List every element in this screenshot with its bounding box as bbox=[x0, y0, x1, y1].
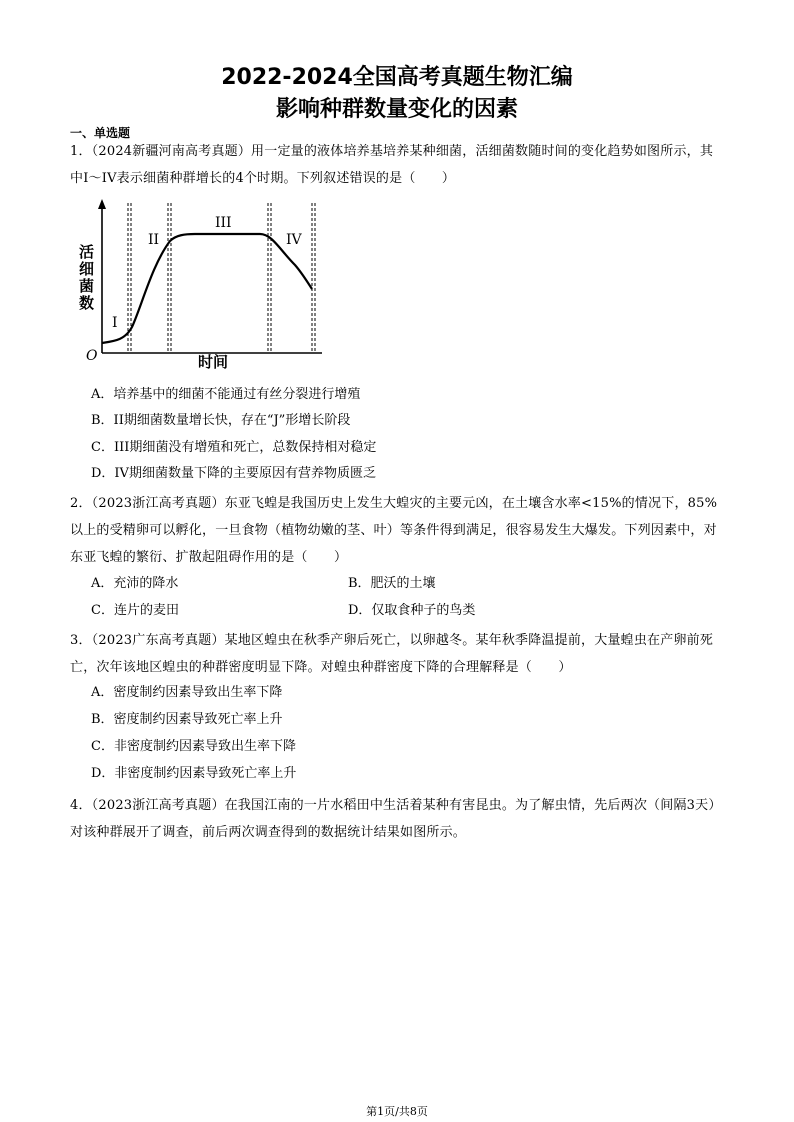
question-1-option-b: B．II期细菌数量增长快，存在“J”形增长阶段 bbox=[91, 413, 351, 428]
document-subtitle: 影响种群数量变化的因素 bbox=[275, 97, 518, 122]
question-4-stem: 4．（2023浙江高考真题）在我国江南的一片水稻田中生活着某种有害昆虫。为了解虫情，先后两次（间隔3天）对该种群展开了调查，前后两次调查得到的数据统计结果如图所示。 bbox=[70, 798, 722, 840]
y-label-char-1: 活 bbox=[79, 243, 95, 261]
phase-label-3: III bbox=[215, 215, 232, 231]
phase-label-4: IV bbox=[286, 232, 302, 248]
question-2-option-c: C．连片的麦田 bbox=[91, 603, 179, 618]
y-label-char-4: 数 bbox=[79, 294, 95, 312]
question-3-option-a: A．密度制约因素导致出生率下降 bbox=[91, 685, 283, 700]
question-2-option-a: A．充沛的降水 bbox=[91, 576, 179, 591]
y-label-char-2: 细 bbox=[79, 260, 95, 278]
question-2-option-b: B．肥沃的土壤 bbox=[348, 576, 436, 591]
growth-curve bbox=[102, 234, 312, 343]
origin-label: O bbox=[86, 348, 98, 364]
question-3-option-c: C．非密度制约因素导致出生率下降 bbox=[91, 739, 296, 754]
question-3-option-b: B．密度制约因素导致死亡率上升 bbox=[91, 712, 283, 727]
question-2-option-d: D．仅取食种子的鸟类 bbox=[348, 603, 476, 618]
question-1-figure bbox=[70, 195, 330, 370]
question-1-option-c: C．III期细菌没有增殖和死亡，总数保持相对稳定 bbox=[91, 440, 377, 455]
phase-label-2: II bbox=[148, 232, 160, 248]
y-label-char-3: 菌 bbox=[79, 277, 95, 295]
question-1-option-d: D．IV期细菌数量下降的主要原因有营养物质匮乏 bbox=[91, 466, 376, 481]
y-axis-label bbox=[79, 243, 94, 312]
question-3-stem: 3．（2023广东高考真题）某地区蝗虫在秋季产卵后死亡，以卵越冬。某年秋季降温提前，大量蝗虫在产卵前死亡，次年该地区蝗虫的种群密度明显下降。对蝗虫种群密度下降的合理解释是（ ） bbox=[70, 633, 714, 675]
question-2-stem: 2．（2023浙江高考真题）东亚飞蝗是我国历史上发生大蝗灾的主要元凶，在土壤含水率<15%的情况下，85%以上的受精卵可以孵化，一旦食物（植物幼嫩的茎、叶）等条件得到满足，很容易发生大爆发。下列因素中，对东亚飞蝗的繁衍、扩散起阻碍作用的是（ ） bbox=[70, 496, 718, 565]
phase-label-1: I bbox=[112, 315, 118, 331]
x-axis-label: 时间 bbox=[198, 353, 229, 370]
y-axis-arrow bbox=[98, 199, 106, 209]
page-footer: 第1页/共8页 bbox=[366, 1105, 428, 1118]
document-title: 2022-2024全国高考真题生物汇编 bbox=[221, 65, 573, 90]
section-heading: 一、单选题 bbox=[70, 126, 131, 140]
question-1-option-a: A．培养基中的细菌不能通过有丝分裂进行增殖 bbox=[91, 387, 361, 402]
question-3-option-d: D．非密度制约因素导致死亡率上升 bbox=[91, 766, 297, 781]
question-1-stem: 1．（2024新疆河南高考真题）用一定量的液体培养基培养某种细菌，活细菌数随时间的变化趋势如图所示，其中I～IV表示细菌种群增长的4个时期。下列叙述错误的是（ ） bbox=[70, 144, 714, 186]
